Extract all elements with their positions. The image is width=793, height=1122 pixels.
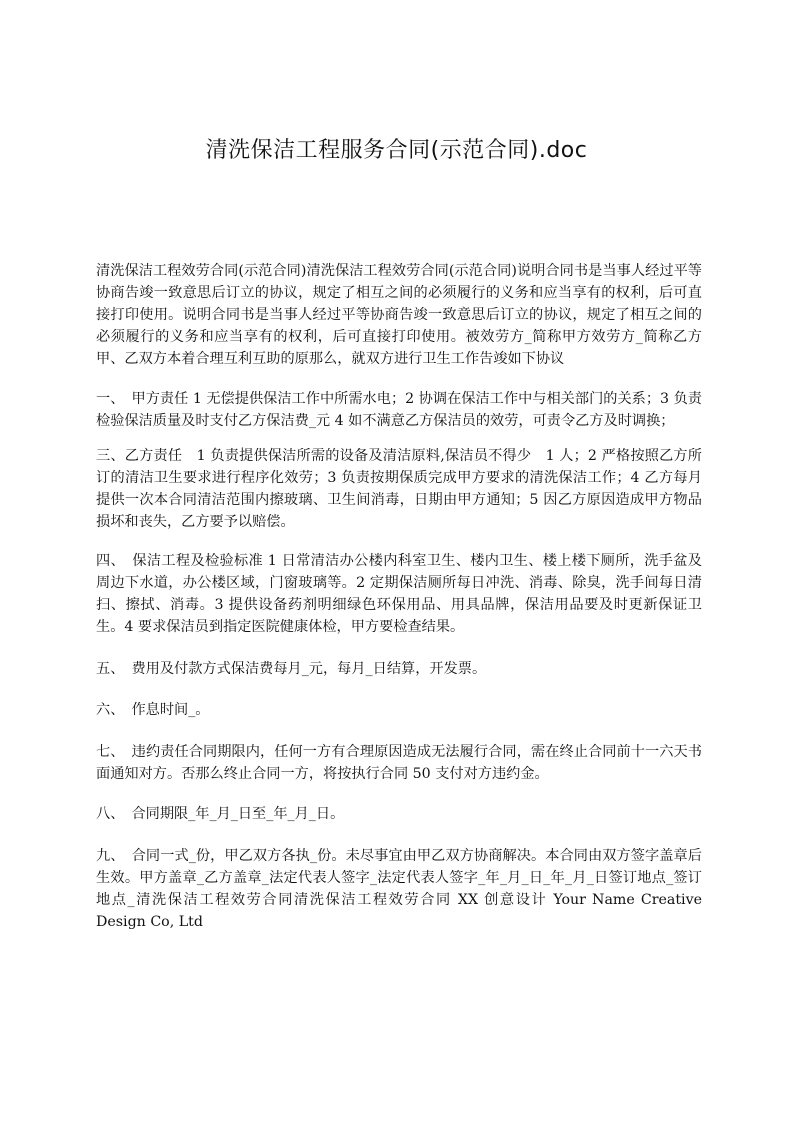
document-title: 清洗保洁工程服务合同(示范合同).doc	[205, 138, 588, 163]
clause-party-a-duties: 一、 甲方责任 1 无偿提供保洁工作中所需水电；2 协调在保洁工作中与相关部门的关系；3 负责检验保洁质量及时支付乙方保洁费_元 4 如不满意乙方保洁员的效劳，可责令乙方及时调换；	[96, 391, 702, 429]
intro-paragraph: 清洗保洁工程效劳合同(示范合同)清洗保洁工程效劳合同(示范合同)说明合同书是当事人经过平等协商告竣一致意思后订立的协议，规定了相互之间的必须履行的义务和应当享有的权利，后可直接打印使用。说明合同书是当事人经过平等协商告竣一致意思后订立的协议，规定了相互之间的必须履行的义务和应当享有的权利，后可直接打印使用。被效劳方_简称甲方效劳方_简称乙方甲、乙双方本着合理互利互助的原那么，就双方进行卫生工作告竣如下协议	[96, 263, 702, 367]
clause-liability: 七、 违约责任合同期限内，任何一方有合理原因造成无法履行合同，需在终止合同前十一六天书面通知对方。否那么终止合同一方，将按执行合同 50 支付对方违约金。	[96, 744, 702, 782]
clause-signatures: 九、 合同一式_份，甲乙双方各执_份。未尽事宜由甲乙双方协商解决。本合同由双方签字盖章后生效。甲方盖章_乙方盖章_法定代表人签字_法定代表人签字_年_月_日_年_月_日签订地点_签订地点_清洗保洁工程效劳合同清洗保洁工程效劳合同 XX 创意设计 Your Name Creative Design Co, Ltd	[96, 848, 702, 930]
document-body	[96, 260, 702, 933]
clause-cleaning-scope: 四、 保洁工程及检验标准 1 日常清洁办公楼内科室卫生、楼内卫生、楼上楼下厕所，洗手盆及周边下水道，办公楼区域，门窗玻璃等。2 定期保洁厕所每日冲洗、消毒、除臭，洗手间每日清扫、擦拭、消毒。3 提供设备药剂明细绿色环保用品、用具品牌，保洁用品要及时更新保证卫生。4 要求保洁员到指定医院健康体检，甲方要检查结果。	[96, 553, 702, 635]
clause-term: 八、 合同期限_年_月_日至_年_月_日。	[96, 806, 345, 822]
clause-party-b-duties: 三、乙方责任 1 负责提供保洁所需的设备及清洁原料,保洁员不得少 1 人；2 严格按照乙方所订的清洁卫生要求进行程序化效劳；3 负责按期保质完成甲方要求的清洗保洁工作；4 乙方每月提供一次本合同清洁范围内擦玻璃、卫生间消毒，日期由甲方通知；5 因乙方原因造成甲方物品损坏和丧失，乙方要予以赔偿。	[96, 448, 702, 530]
clause-working-hours: 六、 作息时间_。	[96, 702, 210, 718]
clause-payment: 五、 费用及付款方式保洁费每月_元，每月_日结算，开发票。	[96, 661, 487, 677]
